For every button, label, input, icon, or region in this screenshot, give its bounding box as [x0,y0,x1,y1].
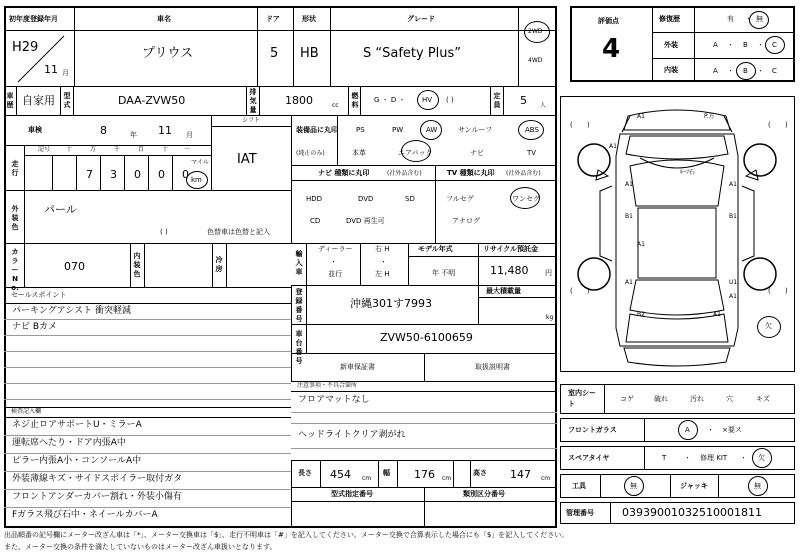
equipment-item: AW [426,126,438,134]
repair-none-circle [749,11,769,29]
exterior-option: ・ [727,41,734,49]
mileage-unit-header: 十 [162,146,169,153]
damage-mark: U1 [729,279,738,286]
inspector-line: フロントアンダーカバー割れ・外装小傷有 [12,492,182,502]
height-unit: cm [541,475,551,482]
glass-sep: ・ [707,426,714,434]
seat-option: 穴 [726,395,733,403]
management-value: 03939001032510001811 [622,506,762,519]
car-name-label: 車名 [157,15,171,23]
inspector-line: Fガラス飛び石中・ネイールカバーA [12,510,158,520]
diagram-bracket: ( [768,121,771,129]
exterior-color-value: パール [44,203,77,216]
spare-option: T [662,454,667,462]
registration-label: 登録番号 [295,288,303,323]
damage-mark: B2 [637,311,645,318]
nav-title: ナビ 種類に丸印 [318,169,370,177]
width-unit: cm [442,475,452,482]
recycle-unit: 円 [545,269,552,277]
capacity-label: 定員 [493,92,501,109]
sales-points-label: セールスポイント [11,291,67,299]
import-label: 輸入車 [295,250,303,276]
use-value: 自家用 [22,94,55,107]
footer-line1: 出品順番の記号欄にメーター改ざん車は「*」、メーター交換車は「$」、走行不明車は「#」を記入してください。メーター交換で合算表示した場合にも「$」を記入してください。 [4,531,569,539]
nav-item: DVD [358,195,374,203]
displacement-value: 1800 [285,94,313,107]
repair-option: ・ [745,15,752,23]
mileage-unit-header: 記号 [38,146,51,153]
mileage-unit-header: 百 [138,146,145,153]
equipment-item: 本革 [352,149,366,157]
spare-option: ・ [684,454,691,462]
equipment-item: PW [392,126,404,134]
spare-option: 欠 [758,454,765,462]
steering-left: 左 H [375,270,390,278]
car-name-value: プリウス [142,46,194,61]
class-number-label: 類別区分番号 [463,490,505,498]
exterior-color-paren: ( ) [160,228,168,236]
diagram-bracket: ( [768,287,771,295]
capacity-unit: 人 [540,102,547,109]
diagram-bracket: ( [570,121,573,129]
import-dealer: ディーラー [318,245,353,253]
mileage-unit-header: 十 [66,146,73,153]
inspection-year: 8 [100,124,107,137]
doors-label: ドア [266,15,280,23]
tv-note: (社外品含む) [506,170,541,177]
note-line: ヘッドライトクリア剥がれ [298,430,406,440]
jack-value: 無 [754,482,761,490]
damage-mark: A1 [713,311,721,318]
import-dot: ・ [330,258,337,266]
damage-mark: A1 [729,293,737,300]
mileage-digit: 3 [110,168,117,181]
seat-option: キズ [756,395,770,403]
mileage-digit: 7 [86,168,93,181]
tools-label: 工具 [572,482,586,490]
equipment-item: PS [356,126,365,134]
interior-b-circle [736,62,756,80]
warranty-label: 新車保証書 [340,363,375,371]
height-label: 高さ [473,469,487,477]
glass-alt: ×要ス [722,426,742,434]
interior-color-label: 内装色 [133,252,141,278]
model-value: DAA-ZVW50 [118,94,186,107]
equipment-item: ABS [525,126,539,134]
spare-option: 修理 KIT [700,454,728,462]
mileage-label: 走行 [11,160,19,177]
equipment-item: エアバック [398,149,433,157]
seat-option: 破れ [654,395,668,403]
mileage-unit-header: 万 [90,146,97,153]
interior-grade-label: 内装 [664,66,678,74]
interior-option: A [713,67,718,75]
mileage-unit-header: 一 [184,146,191,153]
seat-option: コゲ [620,395,634,403]
registration-value: 沖縄301す7993 [350,297,432,310]
chassis-label: 車台番号 [295,330,303,365]
steering-dot: ・ [380,258,387,266]
steering-right: 右 H [375,245,390,253]
mileage-digit: 0 [182,168,189,181]
use-label: 車歴 [6,92,14,109]
recycle-value: 11,480 [490,264,529,277]
exterior-color-note: 色替車は色替と記入 [207,228,270,236]
exterior-option: C [772,41,777,49]
shape-value: HB [300,46,319,61]
damage-mark: A1 [625,181,633,188]
inspection-month-unit: 月 [186,131,193,139]
damage-mark: B1 [625,213,633,220]
displacement-unit: cc [332,102,339,109]
spare-missing-circle [752,448,772,468]
drive-4wd: 4WD [528,57,543,64]
cold-label: 冷房 [215,256,223,273]
damage-mark: A1 [637,241,645,248]
inspection-year-unit: 年 [130,131,137,139]
tv-item: ワンセグ [512,195,540,203]
manual-label: 取扱説明書 [475,363,510,371]
main-form-frame [4,6,557,528]
reg-era-year: H29 [12,40,39,55]
nav-item: CD [310,217,321,225]
repair-option: 有 [727,15,734,23]
equipment-item: サンルーフ [458,126,493,134]
inspector-line: 運転席へたり・ドア内張A中 [12,438,126,448]
management-label: 管理番号 [566,509,594,517]
aw-circle [420,120,442,140]
exterior-option: ・ [757,41,764,49]
spare-option: ・ [740,454,747,462]
diagram-bracket: ) [587,287,590,295]
inspector-line: ネジ止ロアサポートU・ミラーA [12,420,142,430]
seat-label: 室内シート [568,389,596,408]
length-label: 長さ [298,469,312,477]
fuel-label: 燃料 [351,92,359,109]
interior-option: B [743,67,748,75]
notes-label: 注意事項・不具合箇所 [297,382,358,389]
recycle-label: リサイクル預託金 [483,245,539,253]
max-load-unit: kg [546,314,554,321]
damage-mark: A1 [637,113,645,120]
color-no-value: 070 [64,260,85,273]
sales-point-line: パーキングアシスト 衝突軽減 [12,306,131,316]
nav-item: HDD [306,195,323,203]
mileage-digit: 0 [134,168,141,181]
repair-label: 修復歴 [659,15,680,23]
tv-item: フルセグ [446,195,474,203]
capacity-value: 5 [520,94,527,107]
jack-label: ジャッキ [680,482,708,490]
shift-value: IAT [237,152,257,167]
import-parallel: 並行 [328,270,342,278]
glass-value: A [685,426,690,434]
grade-label: グレード [407,15,435,23]
height-value: 147 [510,468,531,481]
nav-item: DVD 再生可 [346,217,385,225]
note-line: フロアマットなし [298,395,370,405]
shape-label: 形状 [302,15,316,23]
reg-month-unit: 月 [62,69,69,77]
fuel-hv: HV [422,96,433,104]
width-value: 176 [414,468,435,481]
model-year-value: 年 不明 [432,269,456,277]
inspector-label: 検査記入欄 [11,408,42,415]
equipment-sub-label: (純正のみ) [296,150,325,157]
spare-label: スペアタイヤ [568,454,610,462]
diagram-bracket: ) [587,121,590,129]
reg-month: 11 [44,63,58,76]
sales-point-line: ナビ Bカメ [12,322,58,332]
damage-mark: A1 [625,279,633,286]
missing-mark: 欠 [765,322,772,330]
interior-option: C [772,67,777,75]
oneseg-circle [510,187,540,209]
displacement-label: 排気量 [249,88,257,114]
exterior-option: B [743,41,748,49]
km-label: km [191,176,202,184]
grade-value: S “Safety Plus” [363,46,462,61]
mileage-unit-header: 千 [114,146,121,153]
doors-value: 5 [270,46,279,61]
mile-label: マイル [191,159,209,166]
interior-option: ・ [757,67,764,75]
tools-value: 無 [630,482,637,490]
fuel-options: G ・ D ・ [374,96,406,104]
exterior-color-label: 外装色 [11,205,19,231]
inspection-month: 11 [158,124,172,137]
tv-item: アナログ [452,217,480,225]
damage-mark: B1 [729,213,737,220]
equipment-label: 装備品に丸印 [296,126,338,134]
color-no-label: カラーNo. [11,248,19,292]
width-label: 幅 [383,469,390,477]
diagram-bracket: ( [570,287,573,295]
score-value: 4 [602,34,621,64]
shift-label: シフト [242,117,261,124]
equipment-item: ナビ [470,149,484,157]
first-reg-label: 初年度登録年月 [9,15,58,23]
abs-circle [518,120,544,140]
damage-mark: A1 [729,181,737,188]
seat-option: 汚れ [690,395,704,403]
model-label: 型式 [63,92,71,109]
diagram-bracket: ) [785,121,788,129]
nav-note: (社外品含む) [387,170,422,177]
repair-option: 無 [756,15,763,23]
diagram-bracket: ) [785,287,788,295]
mileage-digit: 0 [158,168,165,181]
damage-mark: A1 [609,143,617,150]
type-designation-label: 型式指定番号 [331,490,373,498]
interior-option: ・ [727,67,734,75]
airbag-circle [401,140,431,162]
model-year-label: モデル年式 [418,245,453,253]
inspection-label: 車検 [28,126,42,134]
footer-line2: また、メーター交換の条件を満たしていないものはメーター改ざん車扱いとなります。 [4,543,277,551]
length-unit: cm [362,475,372,482]
inspector-line: ピラー内張A小・コンソールA中 [12,456,142,466]
length-value: 454 [330,468,351,481]
max-load-label: 最大積載量 [486,287,521,295]
fuel-paren: ( ) [446,96,454,104]
glass-label: フロントガラス [568,426,617,434]
damage-mark: P.方 [704,113,715,120]
exterior-grade-label: 外装 [664,41,678,49]
damage-mark: ﾙｰﾌ石 [680,169,696,176]
score-label: 評価点 [598,17,619,25]
tv-title: TV 種類に丸印 [447,169,495,177]
inspector-line: 外装薄線キズ・サイドスポイラー取付ガタ [12,474,183,484]
nav-item: SD [405,195,415,203]
drive-2wd: 2WD [528,28,543,35]
equipment-item: TV [527,149,537,157]
chassis-value: ZVW50-6100659 [380,331,473,344]
reg-diagonal [4,30,74,86]
exterior-option: A [713,41,718,49]
exterior-c-circle [765,36,785,54]
